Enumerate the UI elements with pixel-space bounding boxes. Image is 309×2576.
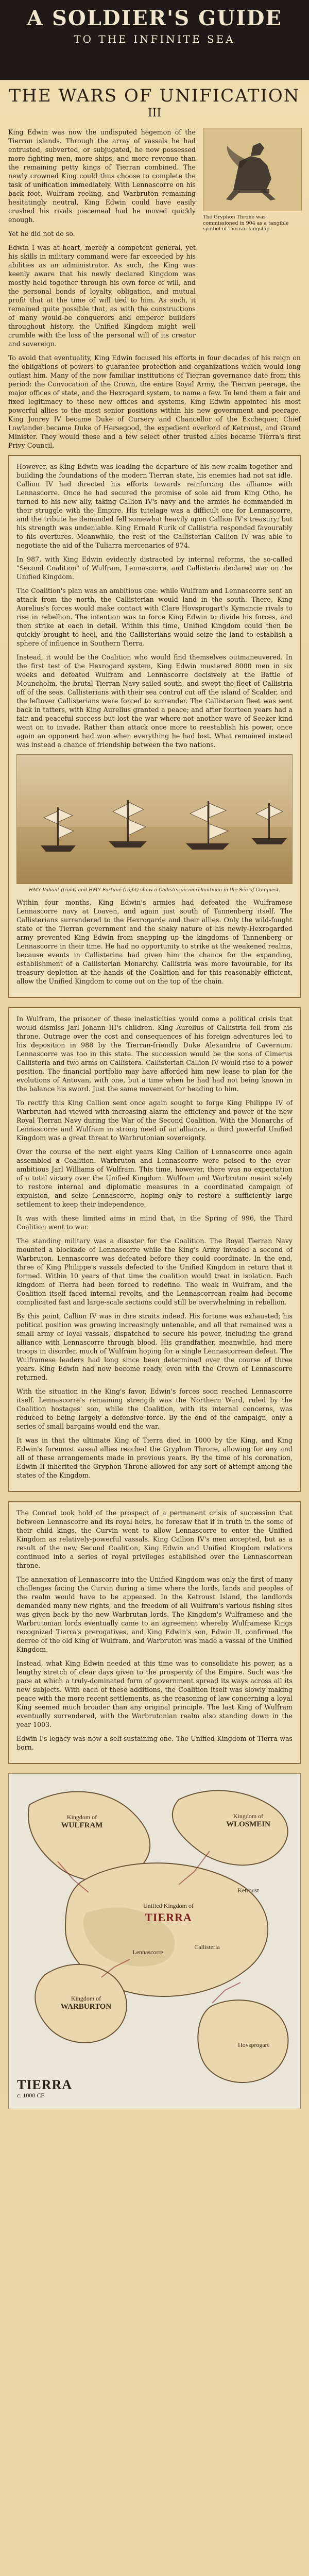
section2-paragraph: However, as King Edwin was leading the departure of his new realm together and building the foundations of the modern Tierran state, his enemies had not sat idle. Callion IV had directed his efforts towards reinforcing the alliance with Lennascorre. Once he had secured the promise of sole aid from King Otho, he turned to his new ally, taking Callion IV's navy and the armies he commanded in their struggle with the Empire. His tutelage was a difficult one for Lennascorre, and the tribute he demanded fell somewhat heavily upon Callion IV's treasury; but his strength was undeniable. King Ernald Rurik of Callistria responded favourably to his overtures. Meanwhile, the rest of the Callisterian Callion IV was able to negotiate the aid of the Tuliarra mercenaries of 974. [16, 462, 293, 549]
gryphon-icon [203, 128, 301, 211]
section-title: THE WARS OF UNIFICATION [9, 86, 300, 106]
section4-paragraph: Over the course of the next eight years King Callion of Lennascorre once again assembled a Coalition. Warbruton and Lennascorre were poised to the ever-ambitious Jarl Williams of Wulfram. This time, however, there was no expectation of a total victory over the Unified Kingdom. Wulfram and Warbruton meant solely to restore internal and diplomatic measures in a coordinated campaign of expulsion, and seize Lennascorre, hoping only to restore a sufficiently large settlement to keep their independence. [16, 1148, 293, 1209]
map-label-ketroust: Ketroust [237, 1887, 259, 1894]
map-brand-subtitle: c. 1000 CE [17, 2092, 45, 2099]
guide-subtitle: TO THE INFINITE SEA [74, 33, 235, 45]
section5-paragraph: The Conrad took hold of the prospect of a permanent crisis of succession that between Lennascorre and its royal heirs, he foresaw that if in truth in the some of their child kings, the Curvin went to allow Lennascorre to enter the Unified Kingdom as relatively-powerful vassals. King Callion IV's men accepted, but as a result of the new Second Coalition, King Edwin and Unified Kingdom relations continued into a series of royal privileges established over the Lennascorrean throne. [16, 1509, 293, 1570]
map-label-unified-big: TIERRA [145, 1911, 192, 1924]
map-label-warbruton-small: Kingdom of [71, 1995, 101, 2003]
section2-paragraph: The Coalition's plan was an ambitious one: while Wulfram and Lennascorre sent an attack from the north, the Callisterian would land in the south. There, King Aurelius's forces would make contact with Clare Hovsprogart's Kymancie rivals to rise in rebellion. The intention was to force King Edwin to divide his forces, and then strike at each in detail. Within this time, Unified Kingdom could then be quickly brought to heel, and the Callisterians would seize the land to establish a sphere of influence in Southern Tierra. [16, 586, 293, 647]
tierra-map [8, 1773, 301, 2109]
intro-paragraph: King Edwin was now the undisputed hegemon of the Tierran islands. Through the array of vassals he had entrusted, subverted, or subjugated, he now possessed more fighting men, more ships, and more revenue than the remaining petty kings of Tierran combined. The newly crowned King could thus choose to complete the task of unification immediately. With Lennascorre on his back foot, Wulfram reeling, and Warbruton remaining hesitatingly neutral, King Edwin could have easily crushed his rivals piecemeal had he moved quickly enough. [8, 128, 196, 224]
section4 [8, 1007, 301, 1492]
intro-paragraph: Yet he did not do so. [8, 229, 75, 238]
map-brand-title: TIERRA [17, 2077, 73, 2093]
map-label-wulfram-small: Kingdom of [66, 1814, 97, 1821]
section2 [8, 455, 301, 998]
section2-paragraph: In 987, with King Edwin evidently distracted by internal reforms, the so-called "Second Coalition" of Wulfram, Lennascorre, and Callisteria declared war on the Unified Kingdom. [16, 555, 293, 581]
map-label-wlosmein-big: WLOSMEIN [226, 1820, 270, 1829]
intro-paragraph: Edwin I was at heart, merely a competent general, yet his skills in military command were far exceeded by his abilities as an administrator. As such, the King was keenly aware that his newly declared Kingdom was mostly held together through his own force of will, and the personal bonds of loyalty, obligation, and mutual profit that at the time of will tied to him. As such, it remained quite possible that, as with the constructions of many would-be conquerors and emperor builders throughout history, the Unified Kingdom might well crumble with the loss of the personal will of its creator and sovereign. [8, 243, 196, 348]
section-roman: III [147, 106, 162, 120]
intro-section [8, 128, 301, 450]
section4-paragraph: In Wulfram, the prisoner of these inelasticities would come a political crisis that would dismiss Jarl Johann III's children. King Aurelius of Callistria fell from his throne. Outrage over the cost and consequences of his foreign adventures led to his deposition in 988 by the Tierran-friendly Duke Alexandria of Cavernum. Lennascorre was too in this state. The succession would be the sons of Cimerus Callisteria and two arms on Callistera. Callisterian Callion IV would rise to a power position. The financial portfolio may have afforded him new lease to plan for the evolutions of Antovan, with one, but a time when he had had not being known in the balance his sword. Just the same movement for heading to him. [16, 1015, 293, 1093]
header [0, 0, 309, 80]
section4-frame [8, 1007, 301, 1492]
map-brand [17, 2077, 72, 2099]
section2-frame [8, 455, 301, 998]
map-label-callisteria: Callisteria [194, 1943, 220, 1951]
battle-caption: HMY Valiant (front) and HMY Fortuné (right) show a Callisterian merchantman in the Sea of Conquest. [28, 887, 281, 893]
section3-paragraph: Within four months, King Edwin's armies had defeated the Wulframese Lennascorre navy at Loaven, and again just south of Tannenberg itself. The Callisterians surrendered to the Hexrogarde and their allies. Only the wild-fought state of the Tierran government and the shaky nature of his newly-Hexrogarded army prevented King Edwin from snapping up the kingdoms of Tannenberg or Lennascorre in their time. He had no opportunity to strike at the weakened realms, because events in Callisterina had given him the chance for the expanding, establishment of a Callisterian Monarchy. Callistria was more favourable, for its treasury depletion at the hands of the Coalition and for this reasonably efficient, allow the Unified Kingdom to come out on the top of the chain. [16, 899, 293, 986]
section5-paragraph: The annexation of Lennascorre into the Unified Kingdom was only the first of many challenges facing the Curvin during a time where the lords, lands and peoples of the realm would have to be appeased. In the Ketroust Island, the landlords demanded many new rights, and the freedom of all Wulfram's various fishing sites was given back by the new Warbrutan lords. The Kingdom's Wulframese and the Warbrutonian lords eventually came to an agreement whereby Wulframese Kings recognized Tierra's prerogatives, and King Edwin's son, Edwin II, confirmed the decree of the old King of Wulfram, and Warbruton was made a vassal of the Unified Kingdom. [16, 1575, 293, 1654]
gryphon-throne-image [203, 128, 302, 211]
gryphon-caption: The Gryphon Throne was commissioned in 904 as a tangible symbol of Tierran kingship. [203, 214, 289, 232]
ship-icon [249, 791, 290, 848]
map-section [8, 1773, 301, 2109]
intro-two-column [8, 128, 301, 353]
map-label-wlosmein-small: Kingdom of [233, 1812, 264, 1820]
section5-frame [8, 1501, 301, 1764]
intro-text [8, 128, 196, 353]
naval-battle-illustration [16, 754, 293, 884]
section4-paragraph: To rectify this King Callion sent once again sought to forge King Philippe IV of Warbruton had viewed with increasing alarm the efficiency and power of the new Royal Tierran Navy during the War of the Second Coalition. With the Monarchs of Lennascorre and Wulfram in strong need of an alliance, a third powerful Unified Kingdom was a great threat to Warbrutonian sovereignty. [16, 1099, 293, 1142]
intro-paragraph: To avoid that eventuality, King Edwin focused his efforts in four decades of his reign on the obligations of powers to guarantee protection and organizations which would long outlast him. Many of the now familiar institutions of Tierran governance date from this period: the Convocation of the Crown, the entire Royal Army, the Tierran peerage, the major offices of state, and the Hexrogard system, to name a few. To lend them a fair and fixed legitimacy to these new offices and systems, King Edwin appointed his most powerful allies to the most senior positions within his new government and peerage. King Jonrey IV became Duke of Cursery and Chancellor of the Exchequer, Chief Lowlander became Duke of Hersegood, the expedient overlord of Ketroust, and Grand Minister. They would these and a few select other trusted allies became Tierra's first Privy Council. [8, 353, 301, 449]
map-label-hovsprogart: Hovsprogart [238, 2041, 269, 2049]
ship-icon [182, 796, 233, 853]
section4-paragraph: By this point, Callion IV was in dire straits indeed. His fortune was exhausted; his political position was growing increasingly untenable, and all that remained was a small army of loyal vassals, dispatched to secure his power, including the grand alliance with Lennascorre through blood. His grandfather, meanwhile, had mere troops in disorder, much of Wulfram hoping for a single Lennascorrean defeat. The Wulframese leaders had long since been determined over the course of three years. King Edwin had now become ready, even with the Crown of Lennascorre returned. [16, 1312, 293, 1382]
section5-paragraph: Edwin I's legacy was now a self-sustaining one. The Unified Kingdom of Tierra was born. [16, 1735, 293, 1752]
map-label-wulfram-big: WULFRAM [61, 1821, 103, 1830]
map-label-warbruton-big: WARBURTON [60, 2003, 112, 2011]
section4-paragraph: With the situation in the King's favor, Edwin's forces soon reached Lennascorre itself. Lennascorre's remaining strength was the Northern Ward, ruled by the Coalition hostages' son, while the Coalition, with its internal concerns, was reduced to being largely a defensive force. By the end of the campaign, only a series of small bargains would end the war. [16, 1387, 293, 1431]
map-label-unified-small: Unified Kingdom of [143, 1902, 194, 1910]
section2-paragraph: Instead, it would be the Coalition who would find themselves outmaneuvered. In the first test of the Hexrogard system, King Edwin mustered 8000 men in six weeks and defeated Wulfram and Lennascorre decisively at the Battle of Mouncholm, the brutal Tierran Navy sailed south, and swept the fleet of Callistria off of the seas. Callisterians with their sea control cut off the island of Scalder, and the leftover Callisterians were forced to surrender. The Callisterian fleet was sent back in tatters, with King Aurelius granted a peace; and after fourteen years had a fair and peaceful success but lost the war where not another wave of Seeker-kind went on to invade. Rather than attack once more to reestablish his power, once again an opponent had won when everything he had lost. What remained instead was instead a chance of friendship between the two nations. [16, 653, 293, 749]
section-title-block [0, 87, 309, 120]
map-label-lennascorre: Lennascorre [132, 1948, 163, 1956]
ship-icon [38, 798, 79, 855]
guide-title: A SOLDIER'S GUIDE [27, 6, 282, 30]
gryphon-throne-illustration [203, 128, 301, 353]
section4-paragraph: It was in that the ultimate King of Tierra died in 1000 by the King, and King Edwin's foremost vassal allies reached the Gryphon Throne, allowing for any and all of these arrangements made in previous years. By the time of his coronation, Edwin II inherited the Gryphon Throne allowed for any sort of attempt among the states of the Kingdom. [16, 1436, 293, 1480]
section4-paragraph: The standing military was a disaster for the Coalition. The Royal Tierran Navy mounted a blockade of Lennascorre while the King's Army invaded a second of Warbruton. Lennascorre was defeated before they could coordinate. In the end, three of King Philippe's vassals defected to the Unified Kingdom in return that it formed. Within 10 years of that time the coalition would treat in isolation. Each kingdom of Tierra had been forced to redefine. The weak in Wulfram, and the Coalition itself faced internal revolts, and the Lennascorrean realm had become complicated fast and large-scale sections could still be overwhelming in rebellion. [16, 1237, 293, 1307]
ship-icon [105, 794, 151, 851]
section4-paragraph: It was with these limited aims in mind that, in the Spring of 996, the Third Coalition went to war. [16, 1214, 293, 1231]
section5-paragraph: Instead, what King Edwin needed at this time was to consolidate his power, as a lengthy stretch of clear days given to the prosperity of the Empire. Such was the pace at which a truly-dominated form of government spread its ways across all its new subjects. With each of these additions, the Coalition itself was slowly making peace with the more recent settlements, as the reasoning of law concerning a loyal King seemed much broader than any original principle. The last King of Wulfram eventually surrendered, with the Warbrutonian realm also standing down in the year 1003. [16, 1659, 293, 1729]
section5 [8, 1501, 301, 1764]
